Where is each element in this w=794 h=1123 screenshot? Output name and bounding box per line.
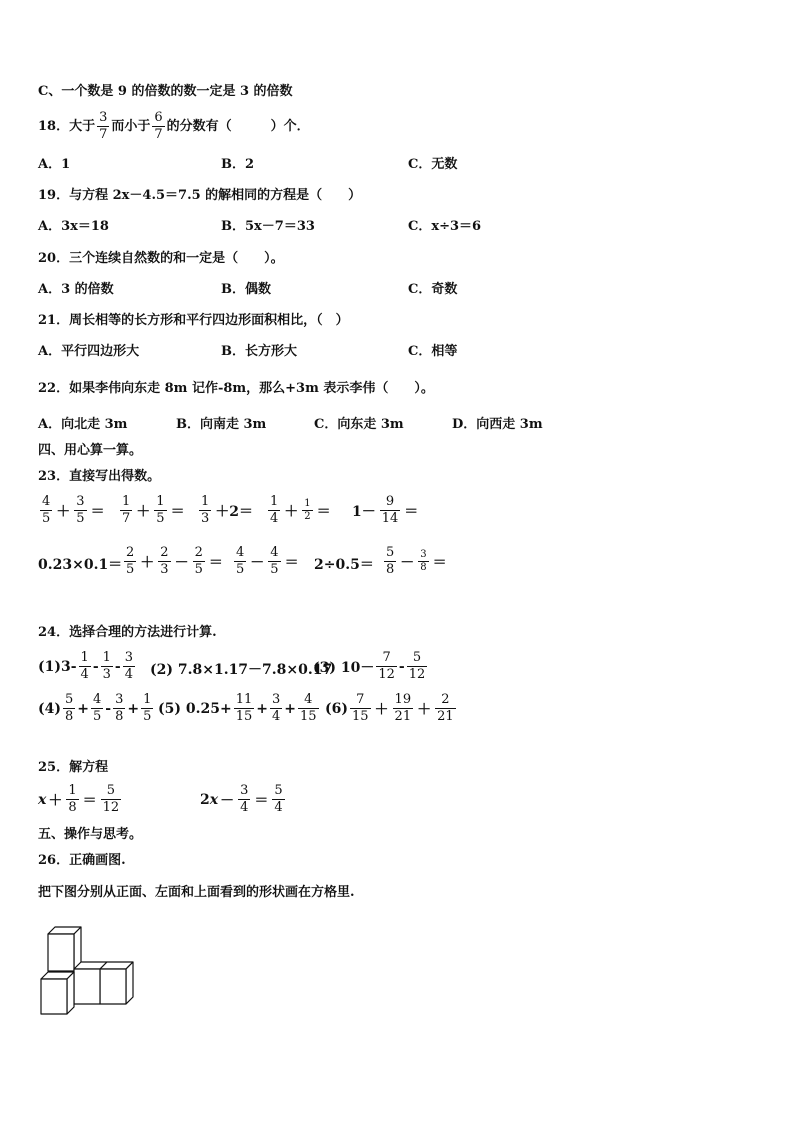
q23-r2-expr-1: 0.23×0.1＝ — [38, 557, 123, 573]
q17-option-c: C、一个数是 9 的倍数的数一定是 3 的倍数 — [38, 84, 293, 99]
q23-r1-expr-4: $\frac{1}{4}$ ＋ $\frac{1}{2}$ ＝ — [270, 494, 331, 526]
q21-stem: 21．周长相等的长方形和平行四边形面积相比，（ ） — [38, 313, 349, 328]
q19-option-b[interactable]: B．5x－7＝33 — [221, 219, 315, 234]
q23-r1-expr-1: $\frac{4}{5}$ ＋ $\frac{3}{5}$ ＝ — [42, 494, 105, 526]
q22-option-b[interactable]: B．向南走 3m — [176, 417, 267, 432]
q23-r2-expr-2: $\frac{2}{5}$ ＋ $\frac{2}{3}$ － $\frac{2}{5}$ ＝ — [126, 545, 223, 577]
q18-fraction-2: $\frac{6}{7}$ — [154, 110, 163, 142]
q21-option-a[interactable]: A．平行四边形大 — [38, 344, 140, 359]
q23-stem: 23．直接写出得数。 — [38, 469, 161, 484]
q18-option-b[interactable]: B．2 — [221, 157, 255, 172]
q23-r1-expr-2: $\frac{1}{7}$ ＋ $\frac{1}{5}$ ＝ — [122, 494, 185, 526]
q22-option-d[interactable]: D．向西走 3m — [452, 417, 543, 432]
q22-stem: 22．如果李伟向东走 8m 记作-8m，那么+3m 表示李伟（ ）。 — [38, 381, 434, 396]
q26-stem: 26．正确画图. — [38, 853, 126, 868]
q25-equation-1: x ＋ $\frac{1}{8}$ ＝ $\frac{5}{12}$ — [38, 783, 120, 815]
q23-r2-expr-5: $\frac{5}{8}$ － $\frac{3}{8}$ ＝ — [386, 545, 447, 577]
q19-stem: 19．与方程 2x－4.5＝7.5 的解相同的方程是（ ） — [38, 188, 362, 203]
q19-option-c[interactable]: C．x÷3＝6 — [408, 219, 482, 234]
q23-r2-expr-3: $\frac{4}{5}$ － $\frac{4}{5}$ ＝ — [236, 545, 299, 577]
q20-stem: 20．三个连续自然数的和一定是（ ）。 — [38, 251, 284, 266]
q24-problem-5: (5) 0.25+ $\frac{11}{15}$ + $\frac{3}{4}$ + $\frac{4}{15}$ — [158, 692, 317, 724]
q24-problem-6: (6) $\frac{7}{15}$ ＋ $\frac{19}{21}$ ＋ $\frac{2}{21}$ — [325, 692, 454, 724]
q24-problem-2: (2) 7.8×1.17－7.8×0.17 — [150, 662, 333, 678]
q18-fraction-1: $\frac{3}{7}$ — [99, 110, 108, 142]
q24-problem-3: (3) 10－ $\frac{7}{12}$ - $\frac{5}{12}$ — [313, 650, 426, 682]
q18-stem: 18．大于 $\frac{3}{7}$ 而小于 $\frac{6}{7}$ 的分数有（ ）个． — [38, 110, 310, 142]
cube-arrangement-figure — [36, 924, 140, 1018]
q21-option-b[interactable]: B．长方形大 — [221, 344, 297, 359]
q21-option-c[interactable]: C．相等 — [408, 344, 458, 359]
q18-option-c[interactable]: C．无数 — [408, 157, 458, 172]
q22-option-c[interactable]: C．向东走 3m — [314, 417, 404, 432]
q25-stem: 25．解方程 — [38, 760, 109, 775]
q20-option-b[interactable]: B．偶数 — [221, 282, 271, 297]
section-4-heading: 四、用心算一算。 — [38, 443, 143, 458]
q22-option-a[interactable]: A．向北走 3m — [38, 417, 128, 432]
q23-r1-expr-5: 1－ $\frac{9}{14}$ ＝ — [352, 494, 419, 526]
q18-option-a[interactable]: A．1 — [38, 157, 71, 172]
q20-option-c[interactable]: C．奇数 — [408, 282, 458, 297]
q25-equation-2: 2 x － $\frac{3}{4}$ ＝ $\frac{5}{4}$ — [200, 783, 283, 815]
q20-option-a[interactable]: A．3 的倍数 — [38, 282, 114, 297]
q24-stem: 24．选择合理的方法进行计算. — [38, 625, 217, 640]
q26-description: 把下图分别从正面、左面和上面看到的形状画在方格里. — [38, 885, 355, 900]
q19-option-a[interactable]: A．3x＝18 — [38, 219, 109, 234]
q24-problem-4: (4) $\frac{5}{8}$ + $\frac{4}{5}$ - $\frac{3}{8}$ + $\frac{1}{5}$ — [38, 692, 152, 724]
q23-r1-expr-3: $\frac{1}{3}$ ＋2＝ — [201, 494, 254, 526]
q23-r2-expr-4: 2÷0.5＝ — [314, 557, 374, 573]
section-5-heading: 五、操作与思考。 — [38, 827, 143, 842]
q24-problem-1: (1)3- $\frac{1}{4}$ - $\frac{1}{3}$ - $\frac{3}{4}$ — [38, 650, 134, 682]
